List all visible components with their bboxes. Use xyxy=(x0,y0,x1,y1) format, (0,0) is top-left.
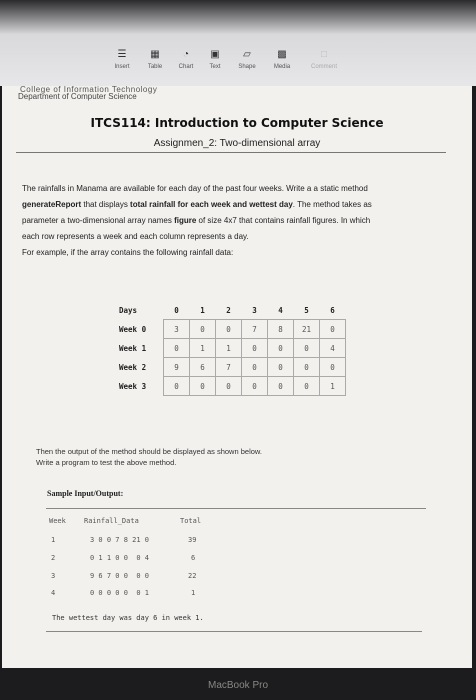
output-total: 22 xyxy=(188,572,197,580)
toolbar-insert-button[interactable]: ☰ Insert xyxy=(114,49,130,70)
output-week: 2 xyxy=(51,554,56,562)
rainfall-table xyxy=(119,301,346,396)
table-row: Week 0 3 0 0 7 8 21 0 xyxy=(119,320,346,339)
output-week: 4 xyxy=(51,589,56,597)
college-name: College of Information Technology xyxy=(20,86,158,94)
table-row: Week 3 0 0 0 0 0 0 1 xyxy=(119,377,346,396)
output-data: 0 0 0 0 0 0 1 xyxy=(90,589,150,597)
output-data: 3 0 0 7 8 21 0 xyxy=(90,536,150,544)
media-icon: ▩ xyxy=(277,49,287,60)
sample-title: Sample Input/Output: xyxy=(47,489,124,498)
toolbar-chart-button[interactable]: ◔ Chart xyxy=(178,49,194,70)
table-row: Week 2 9 6 7 0 0 0 0 xyxy=(119,358,346,377)
title-divider xyxy=(16,152,446,153)
output-data: 0 1 1 0 0 0 4 xyxy=(90,554,150,562)
shape-icon: ▱ xyxy=(243,49,251,60)
toolbar-media-button[interactable]: ▩ Media xyxy=(273,49,291,70)
output-header-data: Rainfall_Data xyxy=(84,517,139,525)
toolbar-comment-button[interactable]: □ Comment xyxy=(310,49,337,70)
chart-icon: ◔ xyxy=(182,49,190,60)
document-page xyxy=(2,86,472,668)
output-total: 6 xyxy=(191,554,196,562)
output-total: 1 xyxy=(191,589,196,597)
list-icon: ☰ xyxy=(117,49,127,60)
toolbar-table-button[interactable]: ▦ Table xyxy=(147,49,163,70)
pages-toolbar xyxy=(0,0,476,86)
table-icon: ▦ xyxy=(150,49,160,60)
output-week: 1 xyxy=(51,536,56,544)
assignment-title: Assignmen_2: Two-dimensional array xyxy=(153,138,321,149)
course-title: ITCS114: Introduction to Computer Science xyxy=(90,116,384,130)
department-name: Department of Computer Science xyxy=(18,92,137,101)
table-row: Week 1 0 1 1 0 0 0 4 xyxy=(119,339,346,358)
output-week: 3 xyxy=(51,572,56,580)
output-data: 9 6 7 0 0 0 0 xyxy=(90,572,150,580)
toolbar-text-button[interactable]: ▣ Text xyxy=(209,49,221,70)
comment-icon: □ xyxy=(320,49,328,60)
sample-divider-bottom xyxy=(46,631,422,632)
toolbar-shape-button[interactable]: ▱ Shape xyxy=(238,49,256,70)
rainfall-header-row: Days 0 1 2 3 4 5 6 xyxy=(119,305,335,315)
laptop-brand-label: MacBook Pro xyxy=(207,680,269,691)
text-icon: ▣ xyxy=(210,49,220,60)
output-header-total: Total xyxy=(180,517,202,525)
output-header-week: Week xyxy=(49,517,66,525)
output-instructions: Then the output of the method should be displayed as shown below. Write a program to test the above method. xyxy=(36,447,262,467)
wettest-day-output: The wettest day was day 6 in week 1. xyxy=(52,614,204,622)
problem-statement: The rainfalls in Manama are available for each day of the past four weeks. Write a a static method generateReport that displays total rainfall for each week and wettest day. The method takes as parameter a two-dimensional array names figure of size 4x7 that contains rainfall figures. In which each row represents a week and each column represents a day. For example, if the array contains the following rainfall data: xyxy=(22,184,372,257)
output-total: 39 xyxy=(188,536,197,544)
sample-divider-top xyxy=(46,508,426,509)
